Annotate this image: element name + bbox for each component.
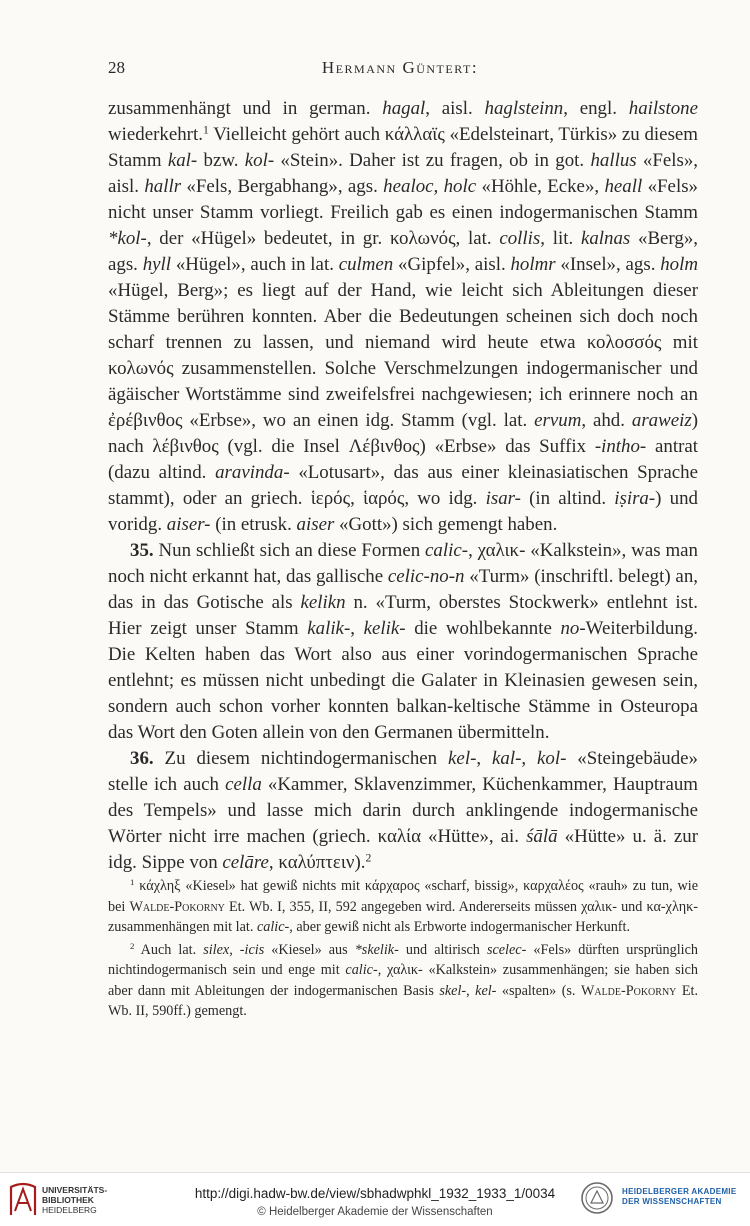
academy-seal-icon (580, 1181, 614, 1215)
running-title: Hermann Güntert: (321, 58, 479, 77)
permalink-url[interactable]: http://digi.hadw-bw.de/view/sbhadwphkl_1932_1933_1/0034 (194, 1186, 556, 1201)
university-library-name: UNIVERSITÄTS- BIBLIOTHEK HEIDELBERG (42, 1185, 108, 1215)
paragraph-36: 36. Zu diesem nichtindogermanischen kel-, kal-, kol- «Steingebäude» stelle ich auch cella «Kammer, Sklavenzimmer, Küchenkammer, Hauptraum des Tempels» und lasse mich darin durch anklingende indogermanische Wörter nicht irre machen (griech. καλία «Hütte», ai. śālā «Hütte» u. ä. zur idg. Sippe von celāre, καλύπτειν).$^2$ (108, 748, 698, 873)
footnote-2: $^2$ Auch lat. silex, -icis «Kiesel» aus *skelik- und altirisch scelec- «Fels» dürften ursprünglich nichtindogermanisch sein und enge mit calic-, χαλικ- «Kalkstein» zusammenhängen; sie haben sich aber dann mit Ableitungen der indogermanischen Basis skel-, kel- «spalten» (s. Walde-Pokorny Et. Wb. II, 590ff.) gemengt. (108, 940, 699, 1019)
page-header (108, 58, 692, 80)
academy-name: HEIDELBERGER AKADEMIE DER WISSENSCHAFTEN (622, 1187, 737, 1206)
footnotes (108, 876, 698, 1022)
paragraph-1: zusammenhängt und in german. hagal, aisl. haglsteinn, engl. hailstone wiederkehrt.$^1$ Vielleicht gehört auch κάλλαϊς «Edelsteinart, Türkis» zu diesem Stamm kal- bzw. kol- «Stein». Daher ist zu fragen, ob in got. hallus «Fels», aisl. hallr «Fels, Bergabhang», ags. healoc, holc «Höhle, Ecke», heall «Fels» nicht unser Stamm vorliegt. Freilich gab es einen indogermanischen Stamm *kol-, der «Hügel» bedeutet, in gr. κολωνός, lat. collis, lit. kalnas «Berg», ags. hyll «Hügel», auch in lat. culmen «Gipfel», aisl. holmr «Insel», ags. holm «Hügel, Berg»; es liegt auf der Hand, wie leicht sich Ableitungen dieser Stämme berühren konnten. Aber die Bedeutungen scheinen sich doch noch scharf trennen zu lassen, und niemand wird heute etwa κολοσσός mit κολωνός zusammenstellen. Solche Verschmelzungen indogermanischer und ägäischer Wortstämme sind zweifelsfrei nachgewiesen; ich erinnere noch an ἐρέβινθος «Erbse», wo an einen idg. Stamm (vgl. lat. ervum, ahd. araweiz) nach λέβινθος (vgl. die Insel Λέβινθος) «Erbse» das Suffix -intho- antrat (dazu altind. aravinda- «Lotusart», das aus einer kleinasiatischen Sprache stammt), oder an griech. ἱερός, ἱαρός, wo idg. isar- (in altind. iṣira-) und voridg. aiser- (in etrusk. aiser «Gott») sich gemengt haben. (108, 98, 699, 535)
paragraph-35: 35. Nun schließt sich an diese Formen calic-, χαλικ- «Kalkstein», was man noch nicht erkannt hat, das gallische celic-no-n «Turm» (inschriftl. belegt) an, das in das Gotische als kelikn n. «Turm, oberstes Stockwerk» entlehnt ist. Hier zeigt unser Stamm kalik-, kelik- die wohlbekannte no-Weiterbildung. Die Kelten haben das Wort also aus einer vorindogermanischen Sprache entlehnt; es müssen nicht unbedingt die Galater in Kleinasien gewesen sein, sondern auch schon vorher konnten balkan-keltische Stämme in Osteuropa das Wort den Goten allein von den Germanen übermitteln. (108, 540, 698, 743)
body-text (108, 96, 698, 876)
footnote-1: $^1$ κάχληξ «Kiesel» hat gewiß nichts mit κάρχαρος «scharf, bissig», καρχαλέος «rauh» zu tun, wie bei Walde-Pokorny Et. Wb. I, 355, II, 592 angegeben wird. Andererseits müssen χαλικ- und κα-χληκ- zusammenhängen mit lat. calic-, aber gewiß nicht als Erbworte indogermanischer Herkunft. (108, 877, 698, 935)
page-number: 28 (108, 58, 125, 77)
copyright-notice: © Heidelberger Akademie der Wissenschaften (257, 1206, 493, 1218)
viewer-footer (0, 1172, 750, 1226)
